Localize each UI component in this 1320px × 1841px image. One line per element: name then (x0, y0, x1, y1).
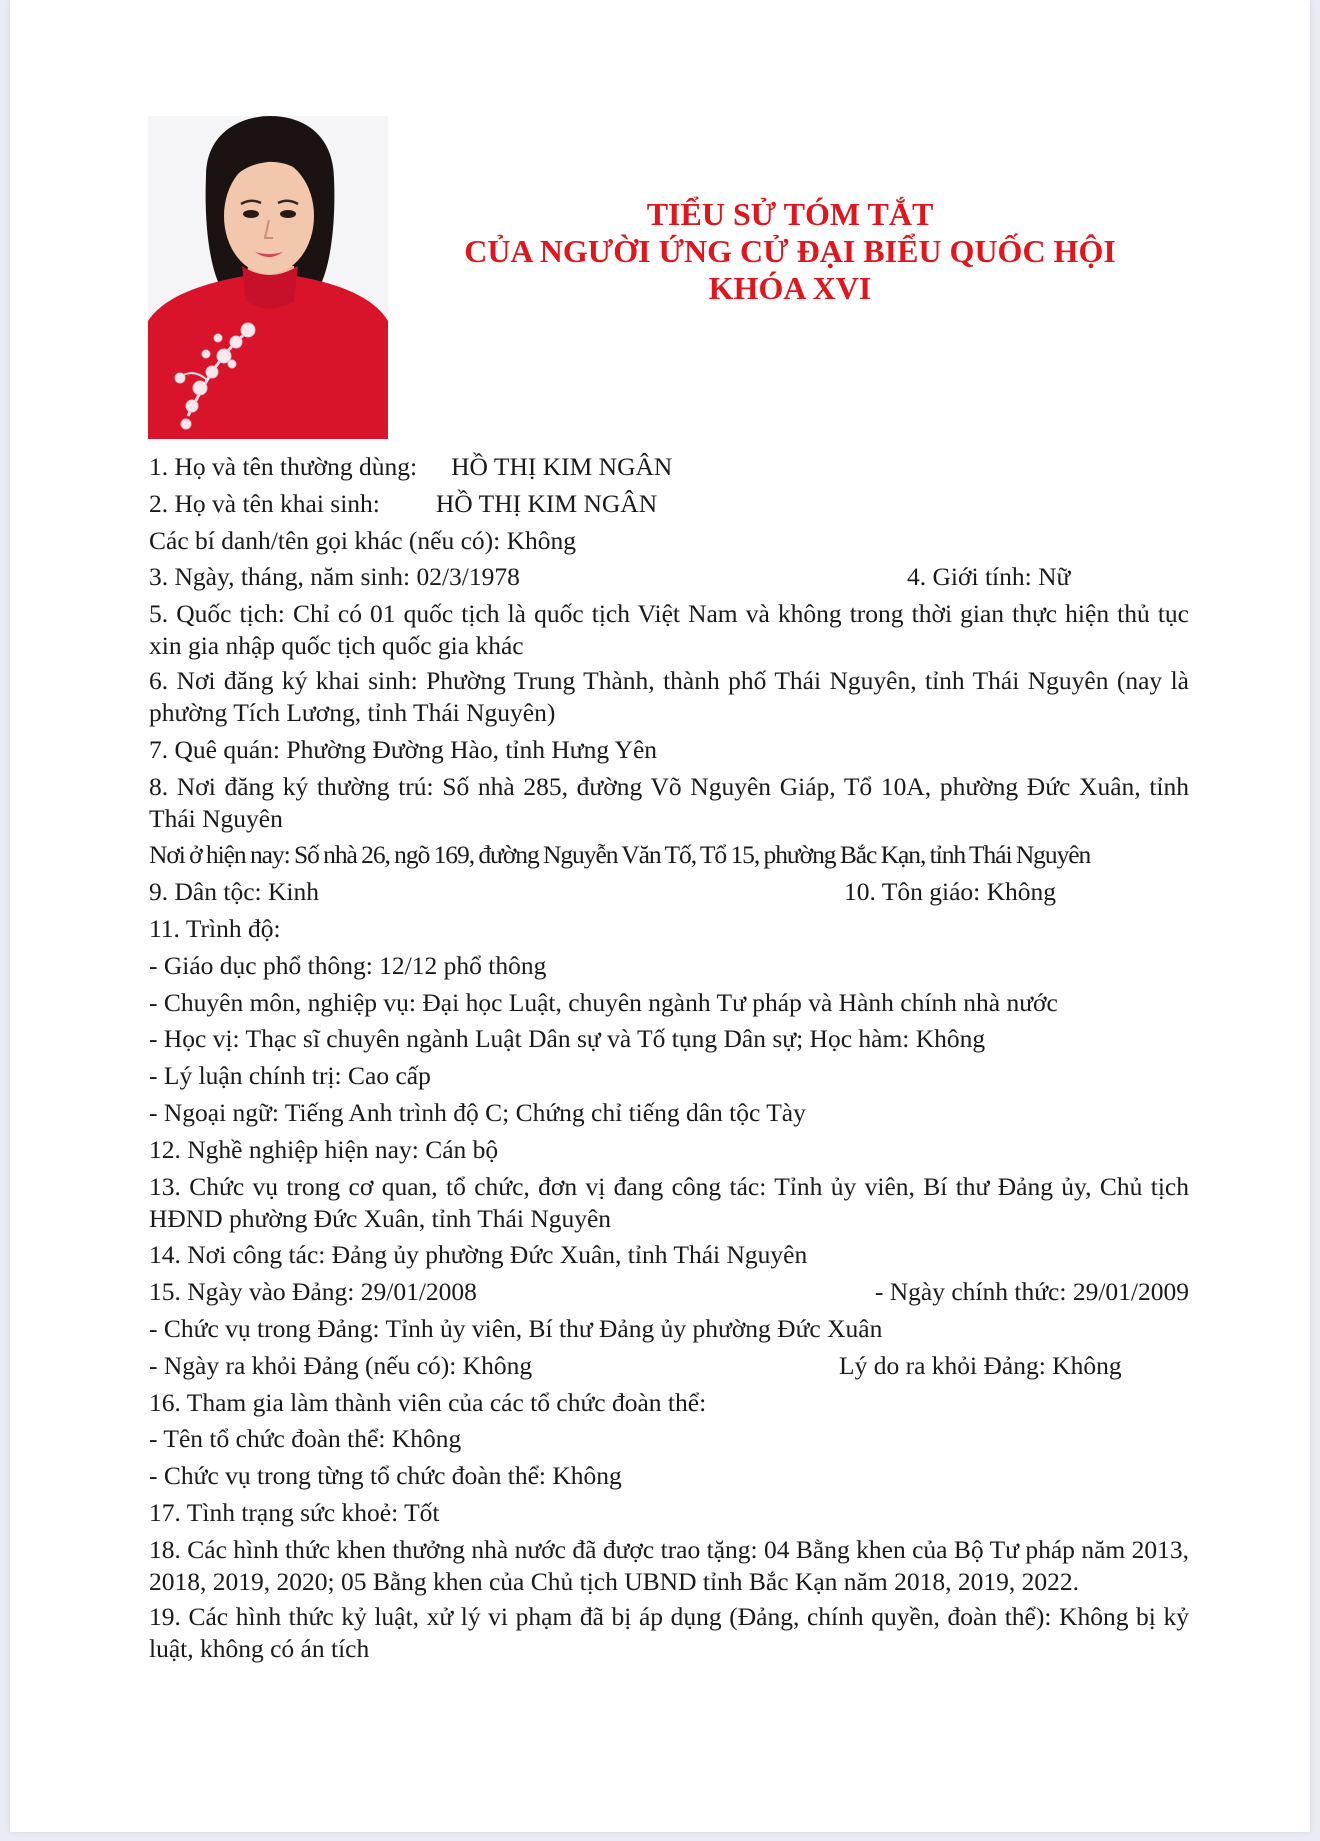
item-nationality: 5. Quốc tịch: Chỉ có 01 quốc tịch là quốc tịch Việt Nam và không trong thời gian thực hiện thủ tục xin gia nhập quốc tịch quốc gia khác (149, 599, 1189, 661)
item-ethnicity: 9. Dân tộc: Kinh (149, 877, 319, 907)
item-political-theory: - Lý luận chính trị: Cao cấp (149, 1061, 431, 1091)
item-hometown: 7. Quê quán: Phường Đường Hào, tỉnh Hưng Yên (149, 734, 658, 764)
title-line-3: KHÓA XVI (708, 270, 872, 306)
item-party-official-date: - Ngày chính thức: 29/01/2009 (874, 1277, 1189, 1307)
item-permanent-residence: 8. Nơi đăng ký thường trú: Số nhà 285, đường Võ Nguyên Giáp, Tổ 10A, phường Đức Xuân, tỉnh Thái Nguyên (149, 771, 1189, 833)
item-general-education: - Giáo dục phổ thông: 12/12 phổ thông (149, 950, 547, 980)
title-line-2: CỦA NGƯỜI ỨNG CỬ ĐẠI BIỂU QUỐC HỘI (464, 233, 1116, 269)
document-title (430, 196, 1150, 307)
common-name-value: HỒ THỊ KIM NGÂN (451, 452, 673, 481)
item-gender: 4. Giới tính: Nữ (907, 562, 1071, 592)
item-birth-name: 2. Họ và tên khai sinh: HỒ THỊ KIM NGÂN (149, 488, 658, 518)
item-party-position: - Chức vụ trong Đảng: Tỉnh ủy viên, Bí thư Đảng ủy phường Đức Xuân (149, 1313, 883, 1343)
item-health: 17. Tình trạng sức khoẻ: Tốt (149, 1497, 440, 1527)
item-discipline: 19. Các hình thức kỷ luật, xử lý vi phạm đã bị áp dụng (Đảng, chính quyền, đoàn thể): Không bị kỷ luật, không có án tích (149, 1601, 1189, 1663)
portrait-photo (148, 116, 388, 439)
document-page (10, 0, 1310, 1832)
item-academic-degree: - Học vị: Thạc sĩ chuyên ngành Luật Dân sự và Tố tụng Dân sự; Học hàm: Không (149, 1024, 986, 1054)
item-occupation: 12. Nghề nghiệp hiện nay: Cán bộ (149, 1134, 499, 1164)
item-organization-position: - Chức vụ trong từng tổ chức đoàn thể: Không (149, 1461, 622, 1491)
item-current-residence: Nơi ở hiện nay: Số nhà 26, ngõ 169, đường Nguyễn Văn Tố, Tổ 15, phường Bắc Kạn, tỉnh Thái Nguyên (149, 840, 1091, 870)
item-birth-registration: 6. Nơi đăng ký khai sinh: Phường Trung Thành, thành phố Thái Nguyên, tỉnh Thái Nguyên (nay là phường Tích Lương, tỉnh Thái Nguyên) (149, 665, 1189, 727)
title-line-1: TIỂU SỬ TÓM TẮT (646, 196, 934, 232)
item-workplace: 14. Nơi công tác: Đảng ủy phường Đức Xuân, tỉnh Thái Nguyên (149, 1240, 808, 1270)
item-professional-education: - Chuyên môn, nghiệp vụ: Đại học Luật, chuyên ngành Tư pháp và Hành chính nhà nước (149, 987, 1058, 1017)
birth-name-value: HỒ THỊ KIM NGÂN (435, 488, 658, 518)
item-organization-name: - Tên tổ chức đoàn thể: Không (149, 1424, 462, 1454)
item-party-join-date: 15. Ngày vào Đảng: 29/01/2008 (149, 1277, 477, 1307)
item-ethnicity-religion-row (149, 874, 1189, 911)
item-date-of-birth: 3. Ngày, tháng, năm sinh: 02/3/1978 (149, 562, 520, 592)
item-foreign-language: - Ngoại ngữ: Tiếng Anh trình độ C; Chứng chỉ tiếng dân tộc Tày (149, 1097, 806, 1127)
item-alias: Các bí danh/tên gọi khác (nếu có): Không (149, 525, 577, 555)
item-position: 13. Chức vụ trong cơ quan, tổ chức, đơn vị đang công tác: Tỉnh ủy viên, Bí thư Đảng ủy, Chủ tịch HĐND phường Đức Xuân, tỉnh Thái Nguyên (149, 1171, 1189, 1233)
item-education-heading: 11. Trình độ: (149, 913, 281, 943)
item-party-leave-reason: Lý do ra khỏi Đảng: Không (839, 1350, 1122, 1380)
item-dob-gender-row (149, 559, 1189, 596)
item-party-join-row (149, 1274, 1189, 1311)
item-party-leave-date: - Ngày ra khỏi Đảng (nếu có): Không (149, 1350, 533, 1380)
biography-content (149, 449, 1189, 1667)
item-awards: 18. Các hình thức khen thưởng nhà nước đã được trao tặng: 04 Bằng khen của Bộ Tư pháp năm 2013, 2018, 2019, 2020; 05 Bằng khen của Chủ tịch UBND tỉnh Bắc Kạn năm 2018, 2019, 2022. (149, 1534, 1189, 1596)
item-common-name: 1. Họ và tên thường dùng: HỒ THỊ KIM NGÂN (149, 452, 673, 481)
item-party-leave-row (149, 1348, 1189, 1385)
item-organizations-heading: 16. Tham gia làm thành viên của các tổ chức đoàn thể: (149, 1387, 707, 1417)
item-religion: 10. Tôn giáo: Không (844, 877, 1057, 907)
